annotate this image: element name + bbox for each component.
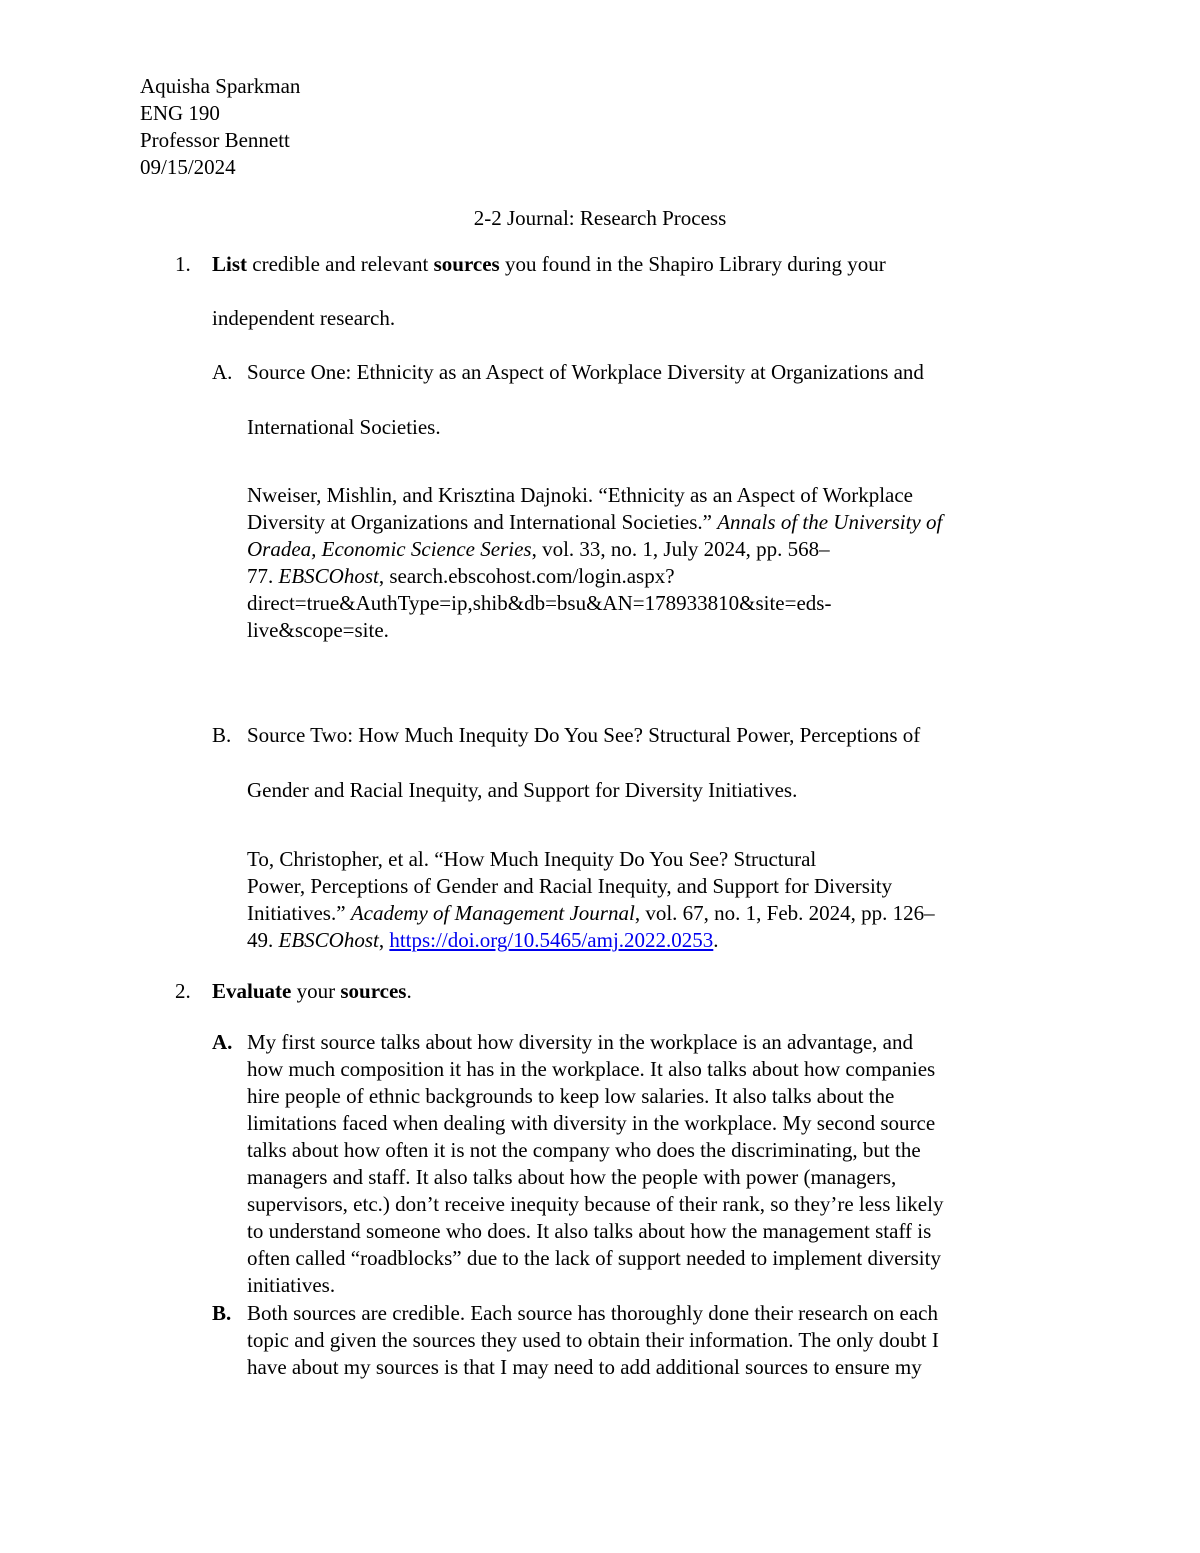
citation-b-journal: Academy of Management Journal [350,901,635,925]
citation-a-line3 [247,536,1107,563]
eval-a-line: to understand someone who does. It also talks about how the management staff is [247,1219,932,1243]
source-b-citation [247,846,1107,954]
eval-a-line: My first source talks about how diversity in the workplace is an advantage, and [247,1030,913,1054]
q2-text1: your [291,979,341,1003]
page-title: 2-2 Journal: Research Process [473,206,727,230]
eval-a-line: initiatives. [247,1273,336,1297]
q2-text2: . [406,979,412,1003]
eval-a-marker: A. [212,1030,233,1054]
source-a-heading-line1: Source One: Ethnicity as an Aspect of Workplace Diversity at Organizations and [247,360,924,384]
citation-b-period: . [713,928,719,952]
eval-a-line: often called “roadblocks” due to the lack of support needed to implement diversity [247,1246,941,1270]
question-1-line2: independent research. [212,306,396,330]
source-a-citation [247,482,1107,644]
citation-a-pages-end: 77. [247,564,279,588]
citation-b-line3 [247,900,1107,927]
citation-a-volume: , vol. 33, no. 1, July 2024, pp. 568– [531,537,830,561]
citation-b-database: EBSCOhost [278,928,379,952]
citation-a-journal-part2: Oradea, Economic Science Series [247,537,532,561]
document-date: 09/15/2024 [140,155,236,179]
citation-b-line1: To, Christopher, et al. “How Much Inequity Do You See? Structural [247,847,817,871]
author-name: Aquisha Sparkman [140,74,301,98]
citation-b-title-end: Initiatives.” [247,901,351,925]
question-2-line [212,978,412,1005]
eval-a-line: how much composition it has in the workplace. It also talks about how companies [247,1057,936,1081]
citation-b-line2: Power, Perceptions of Gender and Racial Inequity, and Support for Diversity [247,874,893,898]
source-b-heading-line2: Gender and Racial Inequity, and Support for Diversity Initiatives. [247,778,798,802]
citation-a-line1: Nweiser, Mishlin, and Krisztina Dajnoki. “Ethnicity as an Aspect of Workplace [247,483,914,507]
citation-b-line4 [247,927,1107,954]
question-1-line1 [212,251,886,278]
source-a-heading-line2: International Societies. [247,415,441,439]
citation-a-line6: live&scope=site. [247,618,389,642]
citation-a-line4 [247,563,1107,590]
eval-a-line: managers and staff. It also talks about how the people with power (managers, [247,1165,897,1189]
citation-a-journal-part1: Annals of the University of [717,510,943,534]
citation-a-database: EBSCOhost [278,564,379,588]
q2-bold-sources: sources [340,979,407,1003]
eval-a-line: supervisors, etc.) don’t receive inequity because of their rank, so they’re less likely [247,1192,944,1216]
citation-a-url-part1: , search.ebscohost.com/login.aspx? [378,564,675,588]
source-b-heading-line1: Source Two: How Much Inequity Do You See? Structural Power, Perceptions of [247,723,921,747]
q2-bold-evaluate: Evaluate [212,979,292,1003]
professor-name: Professor Bennett [140,128,290,152]
eval-b-line: have about my sources is that I may need to add additional sources to ensure my [247,1355,922,1379]
q1-bold-sources: sources [433,252,500,276]
eval-a-line: limitations faced when dealing with diversity in the workplace. My second source [247,1111,936,1135]
q1-text2: you found in the Shapiro Library during your [499,252,886,276]
eval-a-paragraph [247,1029,1107,1299]
eval-b-line: Both sources are credible. Each source has thoroughly done their research on each [247,1301,938,1325]
eval-a-line: hire people of ethnic backgrounds to keep low salaries. It also talks about the [247,1084,895,1108]
list-number-2: 2. [175,979,191,1003]
citation-a-title-end: Diversity at Organizations and International Societies.” [247,510,718,534]
eval-a-line: talks about how often it is not the company who does the discriminating, but the [247,1138,921,1162]
eval-b-line: topic and given the sources they used to obtain their information. The only doubt I [247,1328,939,1352]
q1-bold-list: List [212,252,248,276]
source-a-marker: A. [212,360,233,384]
citation-b-pages-end: 49. [247,928,279,952]
citation-a-line2 [247,509,1107,536]
eval-b-marker: B. [212,1301,232,1325]
q1-text1: credible and relevant [247,252,434,276]
citation-b-volume: , vol. 67, no. 1, Feb. 2024, pp. 126– [634,901,935,925]
source-b-marker: B. [212,723,232,747]
doi-link[interactable]: https://doi.org/10.5465/amj.2022.0253 [389,928,714,952]
eval-b-paragraph [247,1300,1107,1381]
citation-b-comma: , [378,928,390,952]
course-name: ENG 190 [140,101,220,125]
list-number-1: 1. [175,252,191,276]
citation-a-line5: direct=true&AuthType=ip,shib&db=bsu&AN=178933810&site=eds- [247,591,832,615]
